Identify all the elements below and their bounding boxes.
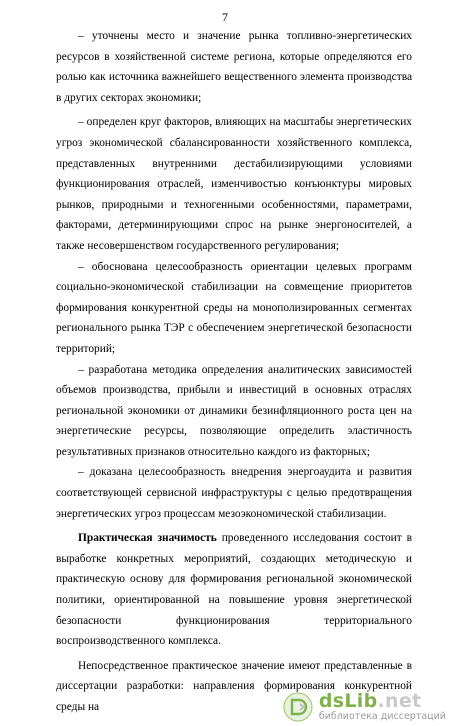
watermark-subtitle: библиотека диссертаций xyxy=(318,711,446,723)
practical-significance-heading: Практическая значимость xyxy=(78,532,217,545)
practical-significance-text: проведенного исследования состоит в выработке конкретных мероприятий, создающих методическую и практическую основу для формирования региональной экономической политики, ориентированной на повышение уровня энергетической безопасности функционирования территориального воспроизводственного комплекса. xyxy=(56,532,413,648)
page-number: 7 xyxy=(222,10,228,24)
dslib-watermark xyxy=(283,690,446,724)
paragraph-practical-value: Непосредственное практическое значение имеют представленные в диссертации разработки: направления формирования конкурентной среды на xyxy=(56,659,412,713)
watermark-brand: dsLib xyxy=(318,690,378,713)
paragraph-practical-significance xyxy=(56,528,412,652)
paragraph-market-role: – уточнены место и значение рынка топливно-энергетических ресурсов в хозяйственной системе региона, которые определяются его ролью как источника важнейшего вещественного элемента производства в других секторах экономики; xyxy=(56,30,412,104)
document-body xyxy=(56,26,412,718)
paragraph-target-programs: – обоснована целесообразность ориентации целевых программ социально-экономической стабилизации на совмещение приоритетов формирования конкурентной среды на монополизированных сегментах регионального рынка ТЭР с обеспечением энергетической безопасности территорий; xyxy=(56,260,412,355)
paragraph-threat-factors: – определен круг факторов, влияющих на масштабы энергетических угроз экономической сбалансированности хозяйственного комплекса, представленных внутренними дестабилизирующими условиями функционирования отраслей, изменчивостью конъюнктуры мировых рынков, природными и техногенными особенностями, параметрами, факторами, детерминирующими спрос на рынке энергоносителей, а также несовершенством государственного регулирования; xyxy=(56,116,412,252)
paragraph-energy-audit: – доказана целесообразность внедрения энергоаудита и развития соответствующей сервисной инфраструктуры с целью предотвращения энергетических угроз процессам мезоэкономической стабилизации. xyxy=(56,466,412,520)
watermark-brand-suffix: .net xyxy=(377,690,422,713)
dslib-logo-icon xyxy=(283,692,313,722)
paragraph-methodology: – разработана методика определения аналитических зависимостей объемов производства, прибыли и инвестиций в основных отраслях региональной экономики от динамики безинфляционного роста цен на энергетические ресурсы, позволяющие определить эластичность результативных признаков относительно каждого из факторных; xyxy=(56,363,412,458)
